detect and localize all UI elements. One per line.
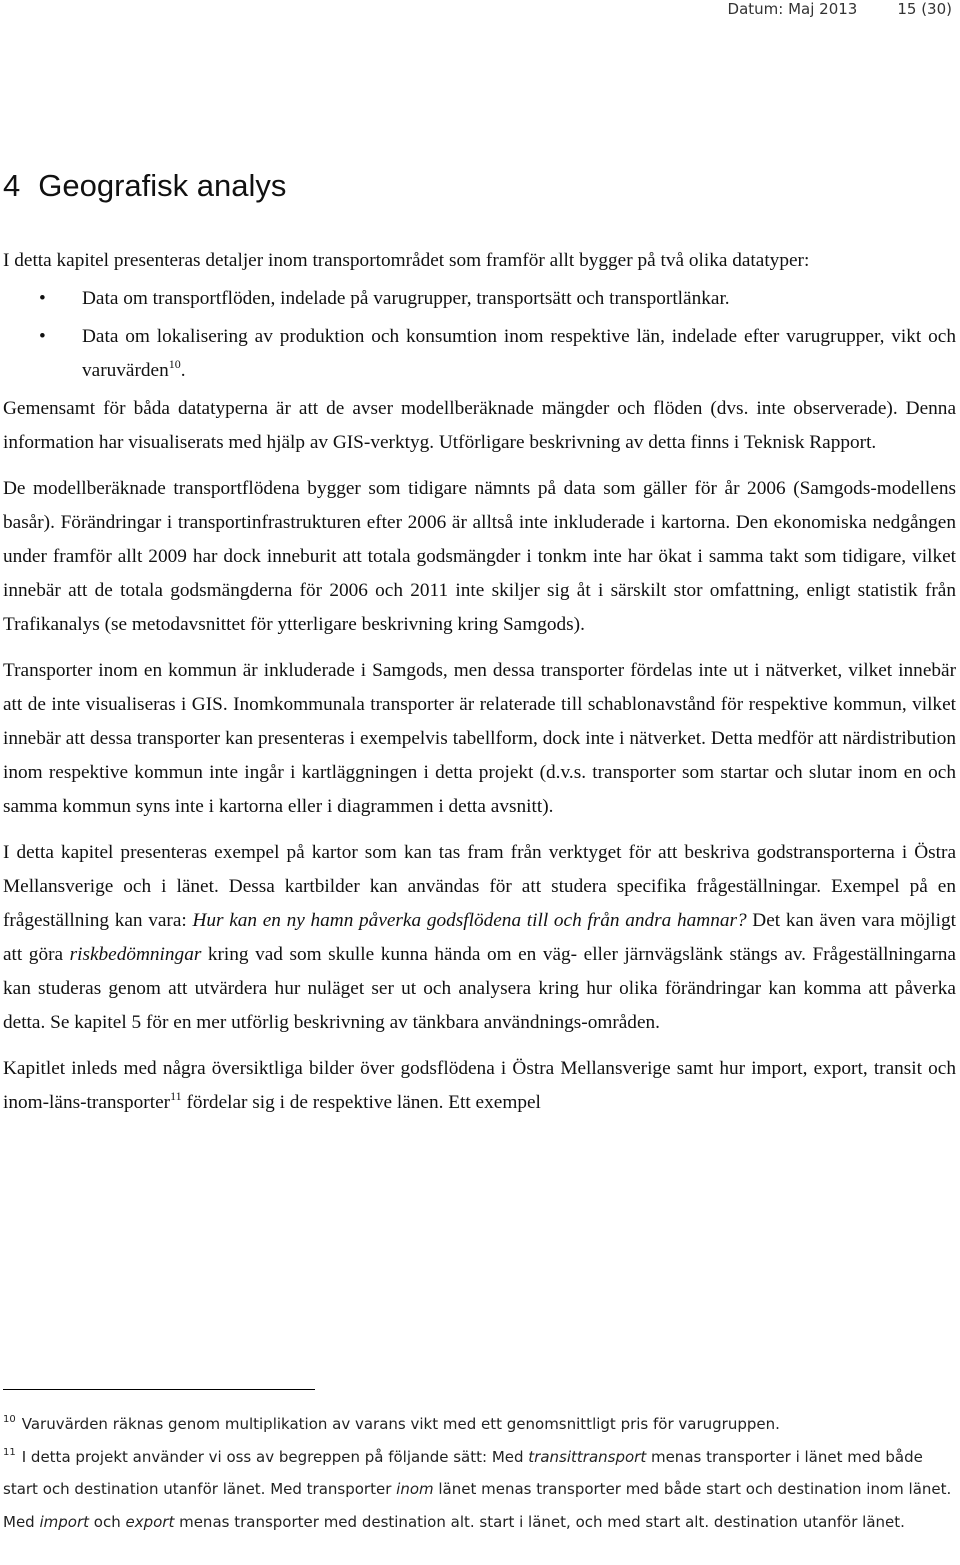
- footnote-divider: [3, 1389, 315, 1390]
- paragraph: Transporter inom en kommun är inkluderade i Samgods, men dessa transporter fördelas inte ut i nätverket, vilket innebär att de inte visualiseras i GIS. Inomkommunala transporter är relaterade till schablonavstånd för respektive kommun, vilket innebär att dessa transporter kan presenteras i exempelvis tabellform, dock inte i nätverket. Detta medför att närdistribution inom respektive kommun inte ingår i kartläggningen i detta projekt (d.v.s. transporter som startar och slutar inom en och samma kommun syns inte i kartorna eller i diagrammen i detta avsnitt).: [3, 660, 956, 817]
- body-text: [3, 244, 956, 1120]
- chapter-number: 4: [3, 168, 21, 203]
- page-header: [728, 0, 952, 18]
- document-date: Datum: Maj 2013: [727, 0, 858, 18]
- footnotes: [3, 1408, 953, 1538]
- footnote: $^{10}$ Varuvärden räknas genom multiplikation av varans vikt med ett genomsnittligt pris för varugruppen.: [3, 1414, 780, 1433]
- footnote-number: 11: [3, 1446, 16, 1458]
- example-question: Hur kan en ny hamn påverka godsflödena till och från andra hamnar?: [192, 910, 747, 931]
- list-item: • Data om transportflöden, indelade på varugrupper, transportsätt och transportlänkar.: [3, 282, 956, 316]
- chapter-heading: [3, 168, 286, 204]
- emphasis: riskbedömningar: [69, 944, 202, 965]
- footnote-ref[interactable]: 10: [168, 357, 181, 371]
- footnote-ref[interactable]: 11: [170, 1089, 182, 1103]
- intro-paragraph: I detta kapitel presenteras detaljer inom transportområdet som framför allt bygger på två olika datatyper:: [3, 250, 810, 271]
- bullet-icon: •: [39, 288, 46, 309]
- bullet-icon: •: [39, 326, 46, 347]
- paragraph: Gemensamt för båda datatyperna är att de avser modellberäknade mängder och flöden (dvs. inte observerade). Denna information har visualiserats med hjälp av GIS-verktyg. Utförligare beskrivning av detta finns i Teknisk Rapport.: [3, 398, 956, 453]
- paragraph: Kapitlet inleds med några översiktliga bilder över godsflödena i Östra Mellansverige samt hur import, export, transit och inom-läns-transporter$^{11}$ fördelar sig i de respektive länen. Ett exempel: [3, 1058, 956, 1113]
- footnote-number: 10: [3, 1414, 16, 1425]
- paragraph: I detta kapitel presenteras exempel på kartor som kan tas fram från verktyget för att beskriva godstransporterna i Östra Mellansverige och i länet. Dessa kartbilder kan användas för att studera specifika frågeställningar. Exempel på en frågeställning kan vara: Hur kan en ny hamn påverka godsflödena till och från andra hamnar? Det kan även vara möjligt att göra riskbedömningar kring vad som skulle kunna hända om en väg- eller järnvägslänk stängs av. Frågeställningarna kan studeras genom att utvärdera hur nuläget ser ut och analysera kring hur olika förändringar kan komma att påverka detta. Se kapitel 5 för en mer utförlig beskrivning av tänkbara användnings-områden.: [3, 842, 957, 1033]
- footnote: $^{11}$ I detta projekt använder vi oss av begreppen på följande sätt: Med transittransport menas transporter i länet med både start och destination utanför länet. Med transporter inom länet menas transporter med både start och destination inom länet. Med import och export menas transporter med destination alt. start i länet, och med start alt. destination utanför länet.: [3, 1446, 952, 1531]
- list-item: • Data om lokalisering av produktion och konsumtion inom respektive län, indelade efter varugrupper, vikt och varuvärden$^{10}$.: [3, 320, 956, 388]
- bullet-list: [3, 282, 956, 388]
- paragraph: De modellberäknade transportflödena bygger som tidigare nämnts på data som gäller för år 2006 (Samgods-modellens basår). Förändringar i transportinfrastrukturen efter 2006 är alltså inte inkluderade i kartorna. Den ekonomiska nedgången under framför allt 2009 har dock inneburit att totala godsmängder i tonkm inte har ökat i samma takt som tidigare, vilket innebär att de totala godsmängderna för 2006 och 2011 inte skiljer sig åt i särskilt stor omfattning, enligt statistik från Trafikanalys (se metodavsnittet för ytterligare beskrivning kring Samgods).: [3, 478, 956, 635]
- page-number: 15 (30): [897, 0, 952, 18]
- chapter-title: Geografisk analys: [38, 168, 287, 203]
